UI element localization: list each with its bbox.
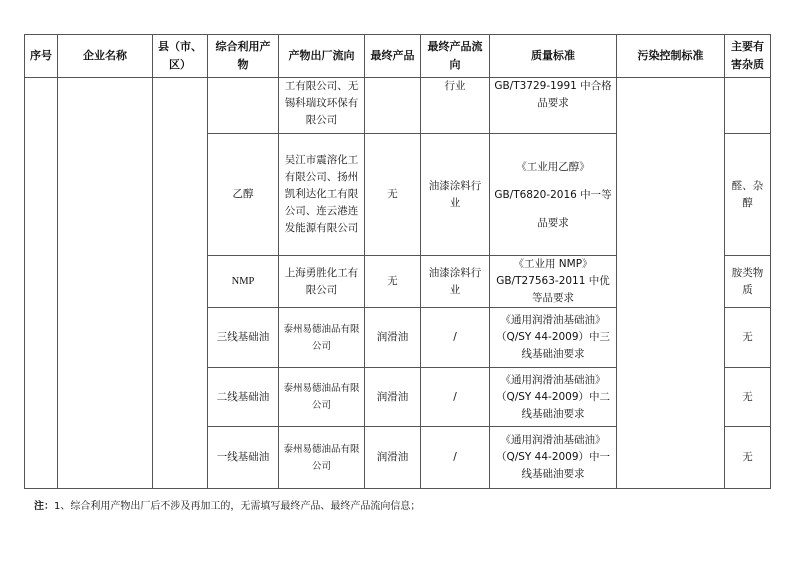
final-flow-cell: / <box>421 368 490 427</box>
flow-cell: 吴江市震溶化工有限公司、扬州凯利达化工有限公司、连云港连发能源有限公司 <box>279 134 365 256</box>
header-final: 最终产品 <box>365 35 421 78</box>
pollution-cell <box>617 78 725 489</box>
final-flow-cell: 油漆涂料行业 <box>421 134 490 256</box>
product-cell: 二线基础油 <box>208 368 279 427</box>
final-flow-cell: 行业 <box>421 78 490 134</box>
company-cell <box>58 78 153 489</box>
final-cell: 无 <box>365 134 421 256</box>
header-pollution: 污染控制标准 <box>617 35 725 78</box>
final-cell: 无 <box>365 256 421 308</box>
standard-cell: 《通用润滑油基础油》（Q/SY 44-2009）中二线基础油要求 <box>490 368 617 427</box>
impurity-cell: 无 <box>725 308 771 368</box>
header-row <box>25 35 771 78</box>
footnote-label: 注： <box>34 501 54 512</box>
flow-cell: 泰州易德油品有限公司 <box>279 308 365 368</box>
header-standard: 质量标准 <box>490 35 617 78</box>
final-cell <box>365 78 421 134</box>
flow-cell: 泰州易德油品有限公司 <box>279 427 365 489</box>
impurity-cell: 无 <box>725 427 771 489</box>
footnote-text: 1、综合利用产物出厂后不涉及再加工的，无需填写最终产品、最终产品流向信息； <box>54 501 421 512</box>
header-product: 综合利用产物 <box>208 35 279 78</box>
final-cell: 润滑油 <box>365 368 421 427</box>
flow-cell: 工有限公司、无锡科瑞玟环保有限公司 <box>279 78 365 134</box>
impurity-cell: 胺类物质 <box>725 256 771 308</box>
header-company: 企业名称 <box>58 35 153 78</box>
standard-cell: 《工业用乙醇》GB/T6820-2016 中一等品要求 <box>490 134 617 256</box>
county-cell <box>153 78 208 489</box>
header-impurity: 主要有害杂质 <box>725 35 771 78</box>
flow-cell: 泰州易德油品有限公司 <box>279 368 365 427</box>
header-county: 县（市、区） <box>153 35 208 78</box>
product-cell: 三线基础油 <box>208 308 279 368</box>
product-cell: 乙醇 <box>208 134 279 256</box>
header-final-flow: 最终产品流向 <box>421 35 490 78</box>
final-flow-cell: / <box>421 427 490 489</box>
seq-cell <box>25 78 58 489</box>
product-cell: NMP <box>208 256 279 308</box>
impurity-cell: 醛、杂醇 <box>725 134 771 256</box>
header-flow: 产物出厂流向 <box>279 35 365 78</box>
header-seq: 序号 <box>25 35 58 78</box>
product-cell <box>208 78 279 134</box>
product-cell: 一线基础油 <box>208 427 279 489</box>
utilization-table <box>24 34 771 489</box>
final-cell: 润滑油 <box>365 308 421 368</box>
table-row <box>25 78 771 134</box>
final-flow-cell: 油漆涂料行业 <box>421 256 490 308</box>
standard-cell: 《通用润滑油基础油》（Q/SY 44-2009）中三线基础油要求 <box>490 308 617 368</box>
standard-cell: 《工业用 NMP》GB/T27563-2011 中优等品要求 <box>490 256 617 308</box>
standard-cell: GB/T3729-1991 中合格品要求 <box>490 78 617 134</box>
footnote <box>34 497 420 512</box>
standard-cell: 《通用润滑油基础油》（Q/SY 44-2009）中一线基础油要求 <box>490 427 617 489</box>
impurity-cell <box>725 78 771 134</box>
impurity-cell: 无 <box>725 368 771 427</box>
final-cell: 润滑油 <box>365 427 421 489</box>
flow-cell: 上海勇胜化工有限公司 <box>279 256 365 308</box>
final-flow-cell: / <box>421 308 490 368</box>
